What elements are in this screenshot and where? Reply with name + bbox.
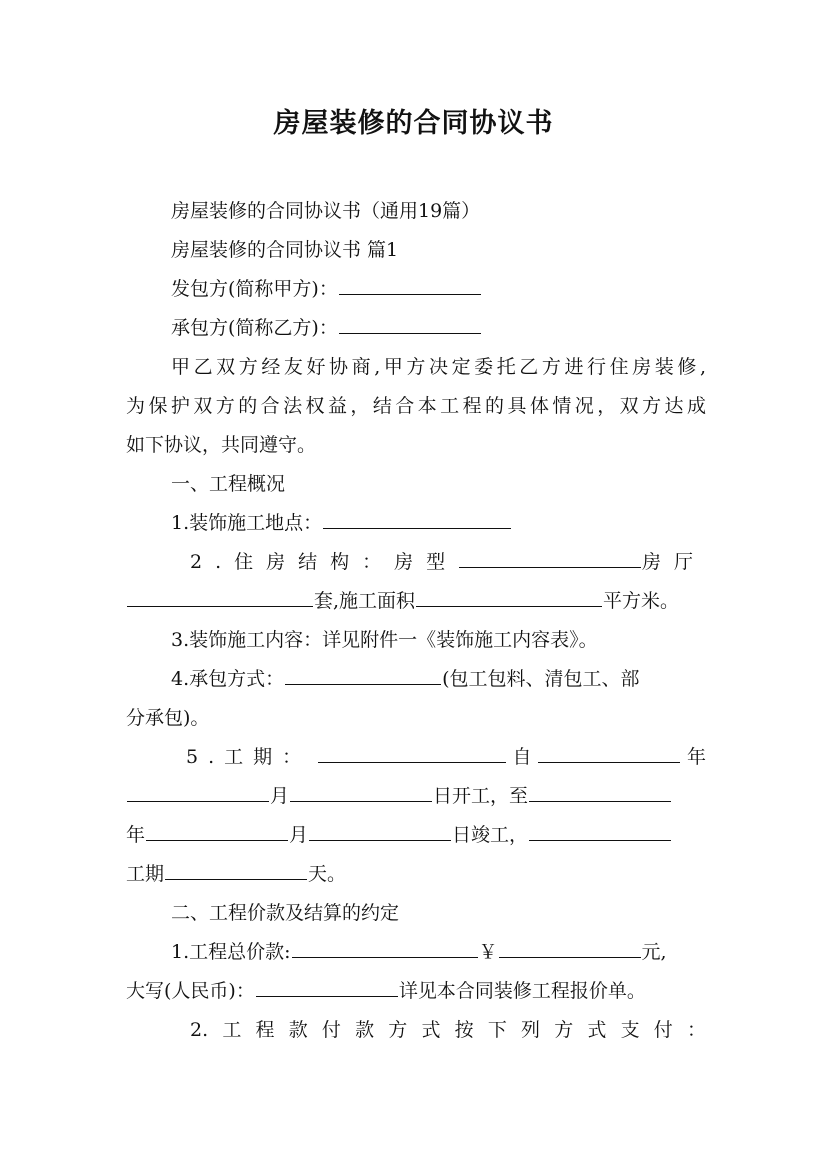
- item-5-year: 年: [686, 746, 706, 768]
- item-1-line: [171, 504, 706, 543]
- party-a-line: [171, 270, 706, 309]
- item-4-line-2: 分承包)。: [126, 707, 210, 729]
- item-5-month: 月: [270, 785, 290, 807]
- amount-blank: [499, 937, 641, 958]
- party-a-label: 发包方(简称甲方)：: [171, 278, 338, 300]
- section-2-heading: 二、工程价款及结算的约定: [171, 902, 400, 924]
- party-a-blank: [339, 274, 481, 295]
- document-title: 房屋装修的合同协议书: [273, 108, 554, 139]
- intro-paragraph-line: 甲乙双方经友好协商,甲方决定委托乙方进行住房装修,: [171, 356, 706, 378]
- item-5-month-2: 月: [289, 824, 309, 846]
- item-4-line: [171, 660, 706, 699]
- amount-in-words-blank: [256, 976, 398, 997]
- amount-in-words-label: 大写(人民币)：: [126, 980, 255, 1002]
- item-5-line: [186, 738, 706, 777]
- end-month-blank: [146, 820, 288, 841]
- yuan-symbol: ￥: [478, 941, 498, 963]
- duration-blank: [318, 738, 506, 763]
- item-2-line: [190, 543, 706, 582]
- construction-site-blank: [323, 508, 511, 529]
- item-5-start: 日开工，至: [433, 785, 529, 807]
- finish-blank: [529, 820, 671, 841]
- item-2-rooms-label: 房厅: [641, 551, 706, 573]
- item-5-from: 自: [512, 746, 532, 768]
- item-5-period: 工期: [126, 863, 165, 885]
- start-month-blank: [127, 781, 269, 802]
- end-year-blank: [529, 781, 671, 802]
- party-b-label: 承包方(简称乙方)：: [171, 317, 338, 339]
- item-2-line-2: [126, 582, 706, 621]
- payment-1-line-2: [126, 972, 706, 1011]
- start-year-blank: [538, 738, 680, 763]
- period-days-blank: [165, 859, 307, 880]
- item-1-label: 1.装饰施工地点：: [171, 512, 323, 534]
- payment-1-line: [171, 933, 706, 972]
- payment-1-label: 1.工程总价款:: [171, 941, 291, 963]
- party-b-blank: [339, 313, 481, 334]
- yuan-unit: 元,: [641, 941, 667, 963]
- end-day-blank: [309, 820, 451, 841]
- item-5-finish: 日竣工，: [452, 824, 529, 846]
- section-1-heading: 一、工程概况: [171, 473, 286, 495]
- area-blank: [416, 586, 602, 607]
- subtitle: 房屋装修的合同协议书（通用19篇）: [171, 200, 481, 222]
- item-4-options: (包工包料、清包工、部: [442, 668, 640, 690]
- item-5-days: 天。: [308, 863, 347, 885]
- suite-blank: [127, 586, 313, 607]
- item-2-area-label: 套,施工面积: [314, 590, 416, 612]
- item-3-line: 3.装饰施工内容：详见附件一《装饰施工内容表》。: [171, 629, 598, 651]
- item-5-line-4: [126, 855, 706, 894]
- total-price-blank: [292, 937, 478, 958]
- intro-paragraph-line: 为保护双方的合法权益，结合本工程的具体情况，双方达成: [126, 395, 706, 417]
- intro-paragraph-line: 如下协议，共同遵守。: [126, 434, 317, 456]
- start-day-blank: [290, 781, 432, 802]
- item-5-label: 5.工期：: [186, 746, 312, 768]
- quotation-reference: 详见本合同装修工程报价单。: [398, 980, 646, 1002]
- section-heading: 房屋装修的合同协议书 篇1: [171, 239, 399, 261]
- party-b-line: [171, 309, 706, 348]
- item-5-year-2: 年: [126, 824, 146, 846]
- item-4-label: 4.承包方式：: [171, 668, 285, 690]
- payment-2-line: 2.工程款付款方式按下列方式支付：: [190, 1019, 706, 1041]
- room-type-blank: [459, 543, 641, 568]
- item-2-label: 2.住房结构：房型: [190, 551, 459, 573]
- item-5-line-3: [126, 816, 706, 855]
- contract-method-blank: [285, 664, 441, 685]
- item-5-line-2: [126, 777, 706, 816]
- item-2-unit: 平方米。: [603, 590, 680, 612]
